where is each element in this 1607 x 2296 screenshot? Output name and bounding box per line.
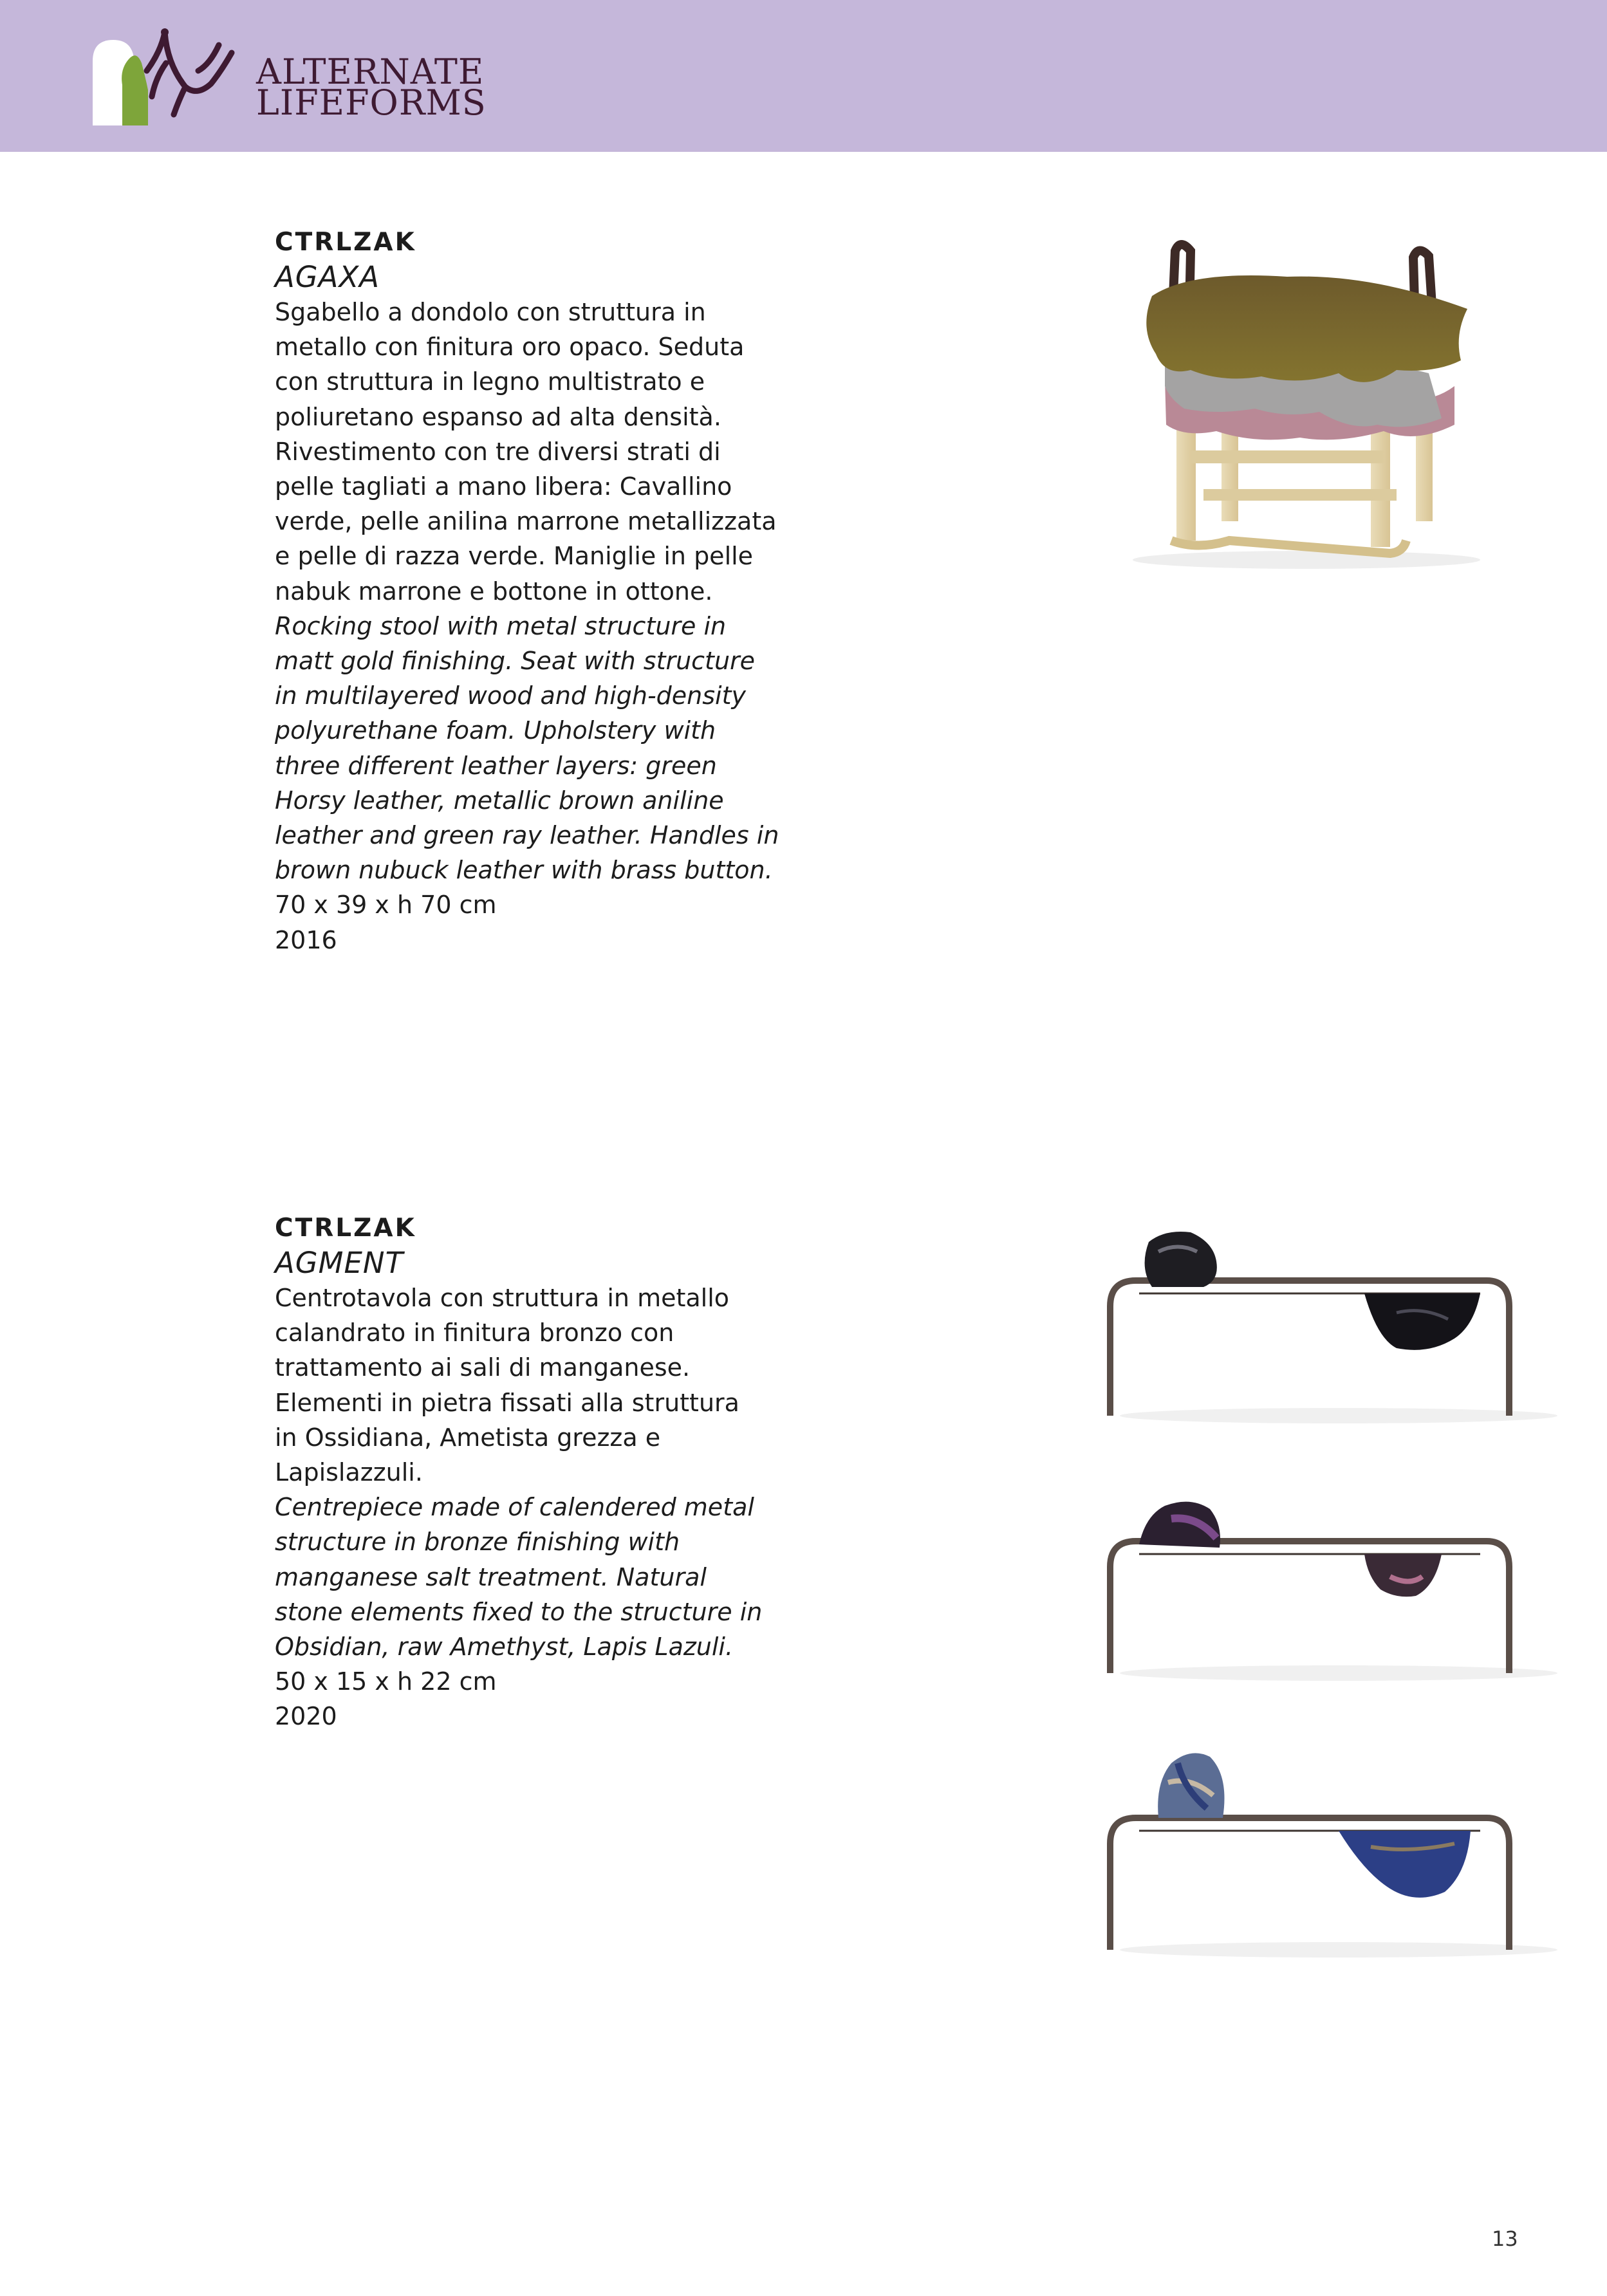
year: 2016	[275, 925, 337, 954]
agment-lapis-photo	[1094, 1731, 1570, 1963]
year: 2020	[275, 1702, 337, 1731]
logo-line-1: ALTERNATE	[256, 51, 485, 92]
description-english: Centrepiece made of calendered metal structure in bronze finishing with manganese salt treatment. Natural stone elements fixed to the structure in Obsidian, raw Amethyst, Lapis Lazuli.	[275, 1493, 763, 1662]
product-title: AGMENT	[275, 1246, 404, 1280]
dimensions: 50 x 15 x h 22 cm	[275, 1667, 497, 1696]
product-entry-agaxa	[275, 225, 828, 958]
logo-emblem-icon	[89, 26, 256, 129]
agment-obsidian-photo	[1094, 1216, 1570, 1429]
description-italian: Centrotavola con struttura in metallo calandrato in finitura bronzo con trattamento ai sali di manganese. Elementi in pietra fissati alla struttura in Ossidiana, Ametista grezza e Lapislazzuli.	[275, 1284, 739, 1487]
header-band	[0, 0, 1607, 152]
product-title: AGAXA	[275, 260, 380, 294]
description-english: Rocking stool with metal structure in matt gold finishing. Seat with structure in multilayered wood and high-density polyurethane foam. Upholstery with three different leather layers: green Horsy leather, metallic brown aniline leather and green ray leather. Handles in brown nubuck leather with brass button.	[275, 611, 779, 885]
logo-line-2: LIFEFORMS	[256, 82, 487, 123]
agment-amethyst-photo	[1094, 1480, 1570, 1686]
logo-wordmark	[256, 51, 487, 123]
product-entry-agment	[275, 1211, 828, 1734]
description-italian: Sgabello a dondolo con struttura in metallo con finitura oro opaco. Seduta con struttura in legno multistrato e poliuretano espanso ad alta densità. Rivestimento con tre diversi strati di pelle tagliati a mano libera: Cavallino verde, pelle anilina marrone metallizzata e pelle di razza verde. Maniglie in pelle nabuk marrone e bottone in ottone.	[275, 298, 777, 606]
agaxa-rocking-stool-photo	[1094, 238, 1506, 573]
page-number: 13	[1492, 2227, 1518, 2251]
designer-name: CTRLZAK	[275, 1214, 416, 1243]
dimensions: 70 x 39 x h 70 cm	[275, 891, 497, 920]
alternate-lifeforms-logo[interactable]	[89, 26, 520, 135]
designer-name: CTRLZAK	[275, 228, 416, 257]
